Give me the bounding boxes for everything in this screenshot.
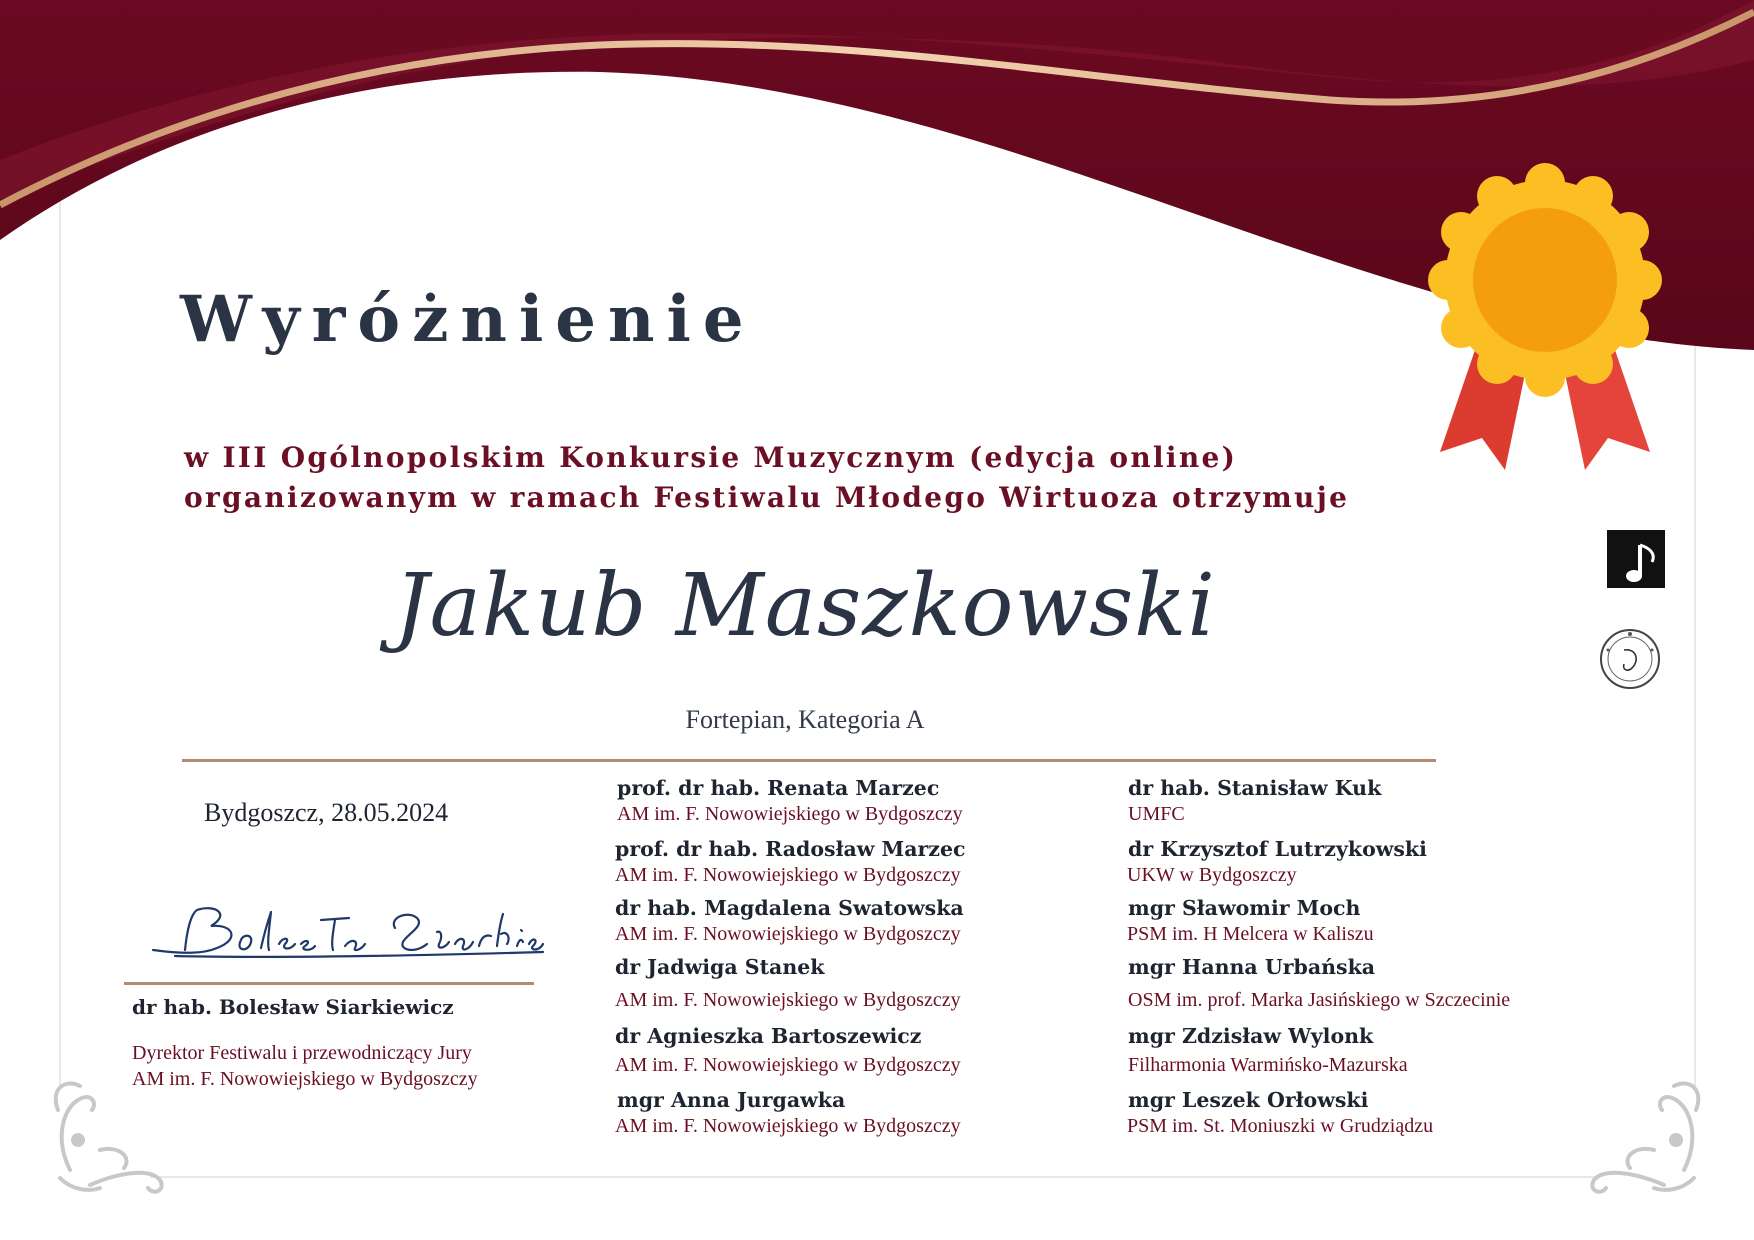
certificate-subtitle-line-2: organizowanym w ramach Festiwalu Młodego Wirtuoza otrzymuje [184, 481, 1350, 514]
jury-member-name: dr hab. Magdalena Swatowska [615, 896, 964, 920]
jury-member-institution: UMFC [1128, 803, 1185, 825]
certificate-title: Wyróżnienie [180, 282, 756, 357]
signature-line [124, 982, 534, 985]
jury-member-institution: AM im. F. Nowowiejskiego w Bydgoszczy [615, 1115, 961, 1137]
jury-member-name: dr Jadwiga Stanek [615, 955, 825, 979]
jury-member-institution: AM im. F. Nowowiejskiego w Bydgoszczy [617, 803, 963, 825]
jury-member-name: mgr Hanna Urbańska [1128, 955, 1376, 979]
jury-member-name: prof. dr hab. Radosław Marzec [615, 837, 966, 861]
jury-member-institution: AM im. F. Nowowiejskiego w Bydgoszczy [615, 1054, 961, 1076]
place-date: Bydgoszcz, 28.05.2024 [204, 798, 449, 827]
jury-member-name: mgr Sławomir Moch [1128, 896, 1361, 920]
jury-member-institution: PSM im. St. Moniuszki w Grudziądzu [1127, 1115, 1434, 1137]
jury-member-name: dr hab. Stanisław Kuk [1128, 776, 1382, 800]
jury-member-institution: UKW w Bydgoszczy [1127, 864, 1297, 886]
jury-member-institution: AM im. F. Nowowiejskiego w Bydgoszczy [615, 923, 961, 945]
jury-member-name: dr Agnieszka Bartoszewicz [615, 1024, 922, 1048]
corner-flourish-icon [1592, 1083, 1698, 1191]
jury-member-institution: AM im. F. Nowowiejskiego w Bydgoszczy [615, 864, 961, 886]
jury-member-name: mgr Anna Jurgawka [617, 1088, 846, 1112]
recipient-name: Jakub Maszkowski [394, 556, 1216, 656]
jury-member-name: mgr Leszek Orłowski [1128, 1088, 1369, 1112]
category: Fortepian, Kategoria A [685, 705, 925, 734]
director-role: Dyrektor Festiwalu i przewodniczący Jury [132, 1042, 472, 1064]
jury-member-name: prof. dr hab. Renata Marzec [617, 776, 940, 800]
certificate-subtitle-line-1: w III Ogólnopolskim Konkursie Muzycznym (edycja online) [184, 441, 1238, 474]
jury-member-institution: PSM im. H Melcera w Kaliszu [1127, 923, 1374, 945]
director-signature [145, 900, 545, 970]
music-note-logo-icon [1607, 530, 1673, 588]
jury-member-name: mgr Zdzisław Wylonk [1128, 1024, 1374, 1048]
jury-member-institution: OSM im. prof. Marka Jasińskiego w Szczecinie [1128, 989, 1511, 1011]
corner-flourish-icon [56, 1083, 162, 1191]
jury-member-institution: Filharmonia Warmińsko-Mazurska [1128, 1054, 1408, 1076]
jury-member-institution: AM im. F. Nowowiejskiego w Bydgoszczy [615, 989, 961, 1011]
director-name: dr hab. Bolesław Siarkiewicz [132, 995, 454, 1019]
divider [182, 759, 1436, 762]
director-institution: AM im. F. Nowowiejskiego w Bydgoszczy [132, 1068, 478, 1090]
jury-member-name: dr Krzysztof Lutrzykowski [1128, 837, 1427, 861]
